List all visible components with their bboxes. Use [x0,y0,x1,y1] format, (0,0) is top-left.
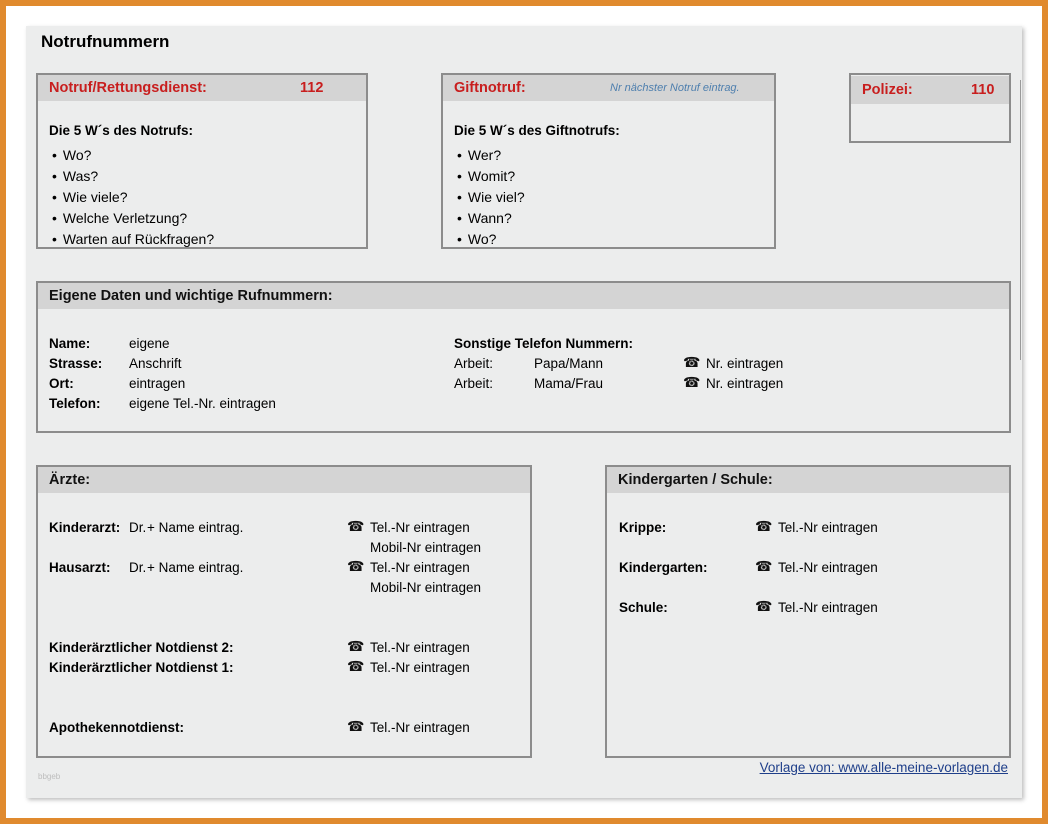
source-link[interactable]: Vorlage von: www.alle-meine-vorlagen.de [759,760,1008,775]
notdienst2-label: Kinderärztlicher Notdienst 2: [49,640,234,655]
hausarzt-dr: Dr. [129,560,147,575]
sonstige-label: Arbeit: [454,376,494,391]
telephone-icon: ☎ [755,558,773,574]
hausarzt-label: Hausarzt: [49,560,111,575]
giftnotruf-label: Giftnotruf: [454,80,526,96]
watermark: bbgeb [38,772,61,781]
field-value-telefon[interactable]: eigene Tel.-Nr. eintragen [129,396,276,411]
field-label-ort: Ort: [49,376,74,391]
sonstige-name[interactable]: Papa/Mann [534,356,604,371]
hausarzt-tel[interactable]: Tel.-Nr eintragen [370,560,470,575]
notdienst2-tel[interactable]: Tel.-Nr eintragen [370,640,470,655]
giftnotruf-header [443,75,774,101]
telephone-icon: ☎ [683,374,701,390]
kita-label-krippe: Krippe: [619,520,667,535]
polizei-box [849,73,1011,143]
aerzte-box [36,465,532,758]
kita-header: Kindergarten / Schule: [607,467,1009,493]
telephone-icon: ☎ [755,518,773,534]
giftnotruf-heading: Die 5 W´s des Giftnotrufs: [454,123,620,138]
sonstige-label: Arbeit: [454,356,494,371]
kita-tel-krippe[interactable]: Tel.-Nr eintragen [778,520,878,535]
kita-label-schule: Schule: [619,600,668,615]
field-label-strasse: Strasse: [49,356,103,371]
list-item: • Wo? [52,145,214,166]
notruf-box [36,73,368,249]
kinderarzt-dr: Dr. [129,520,147,535]
notdienst1-tel[interactable]: Tel.-Nr eintragen [370,660,470,675]
kinderarzt-tel[interactable]: Tel.-Nr eintragen [370,520,470,535]
field-value-ort[interactable]: eintragen [129,376,186,391]
field-value-name[interactable]: eigene [129,336,170,351]
list-item: • Womit? [457,166,525,187]
divider-line [1020,80,1021,360]
sonstige-name[interactable]: Mama/Frau [534,376,604,391]
apotheke-tel[interactable]: Tel.-Nr eintragen [370,720,470,735]
eigene-daten-header: Eigene Daten und wichtige Rufnummern: [38,283,1009,309]
kita-tel-kindergarten[interactable]: Tel.-Nr eintragen [778,560,878,575]
notruf-label: Notruf/Rettungsdienst: [49,80,207,96]
polizei-header [851,76,1009,104]
kita-box [605,465,1011,758]
notruf-heading: Die 5 W´s des Notrufs: [49,123,194,138]
eigene-daten-box [36,281,1011,433]
list-item: • Wo? [457,229,525,250]
telephone-icon: ☎ [755,598,773,614]
polizei-number: 110 [971,82,995,98]
sonstige-nr[interactable]: Nr. eintragen [706,356,784,371]
telephone-icon: ☎ [347,518,365,534]
list-item: • Wie viel? [457,187,525,208]
aerzte-header: Ärzte: [38,467,530,493]
telephone-icon: ☎ [347,558,365,574]
kinderarzt-label: Kinderarzt: [49,520,121,535]
list-item: • Warten auf Rückfragen? [52,229,214,250]
hausarzt-mobil[interactable]: Mobil-Nr eintragen [370,580,482,595]
page-title: Notrufnummern [41,32,170,51]
apotheke-label: Apothekennotdienst: [49,720,184,735]
telephone-icon: ☎ [347,718,365,734]
field-label-name: Name: [49,336,91,351]
list-item: • Wer? [457,145,525,166]
sonstige-heading: Sonstige Telefon Nummern: [454,336,634,351]
giftnotruf-list [457,145,525,250]
telephone-icon: ☎ [347,638,365,654]
field-label-telefon: Telefon: [49,396,101,411]
giftnotruf-box [441,73,776,249]
list-item: • Wie viele? [52,187,214,208]
telephone-icon: ☎ [347,658,365,674]
list-item: • Was? [52,166,214,187]
hausarzt-name[interactable]: + Name eintrag. [147,560,244,575]
list-item: • Wann? [457,208,525,229]
list-item: • Welche Verletzung? [52,208,214,229]
giftnotruf-hint[interactable]: Nr nächster Notruf eintrag. [610,82,740,94]
kita-label-kindergarten: Kindergarten: [619,560,708,575]
field-value-strasse[interactable]: Anschrift [129,356,182,371]
kita-tel-schule[interactable]: Tel.-Nr eintragen [778,600,878,615]
notruf-header [38,75,366,101]
kinderarzt-name[interactable]: + Name eintrag. [147,520,244,535]
notruf-list [52,145,214,250]
kinderarzt-mobil[interactable]: Mobil-Nr eintragen [370,540,482,555]
notdienst1-label: Kinderärztlicher Notdienst 1: [49,660,234,675]
notruf-number: 112 [300,80,324,96]
telephone-icon: ☎ [683,354,701,370]
sonstige-nr[interactable]: Nr. eintragen [706,376,784,391]
polizei-label: Polizei: [862,82,913,98]
